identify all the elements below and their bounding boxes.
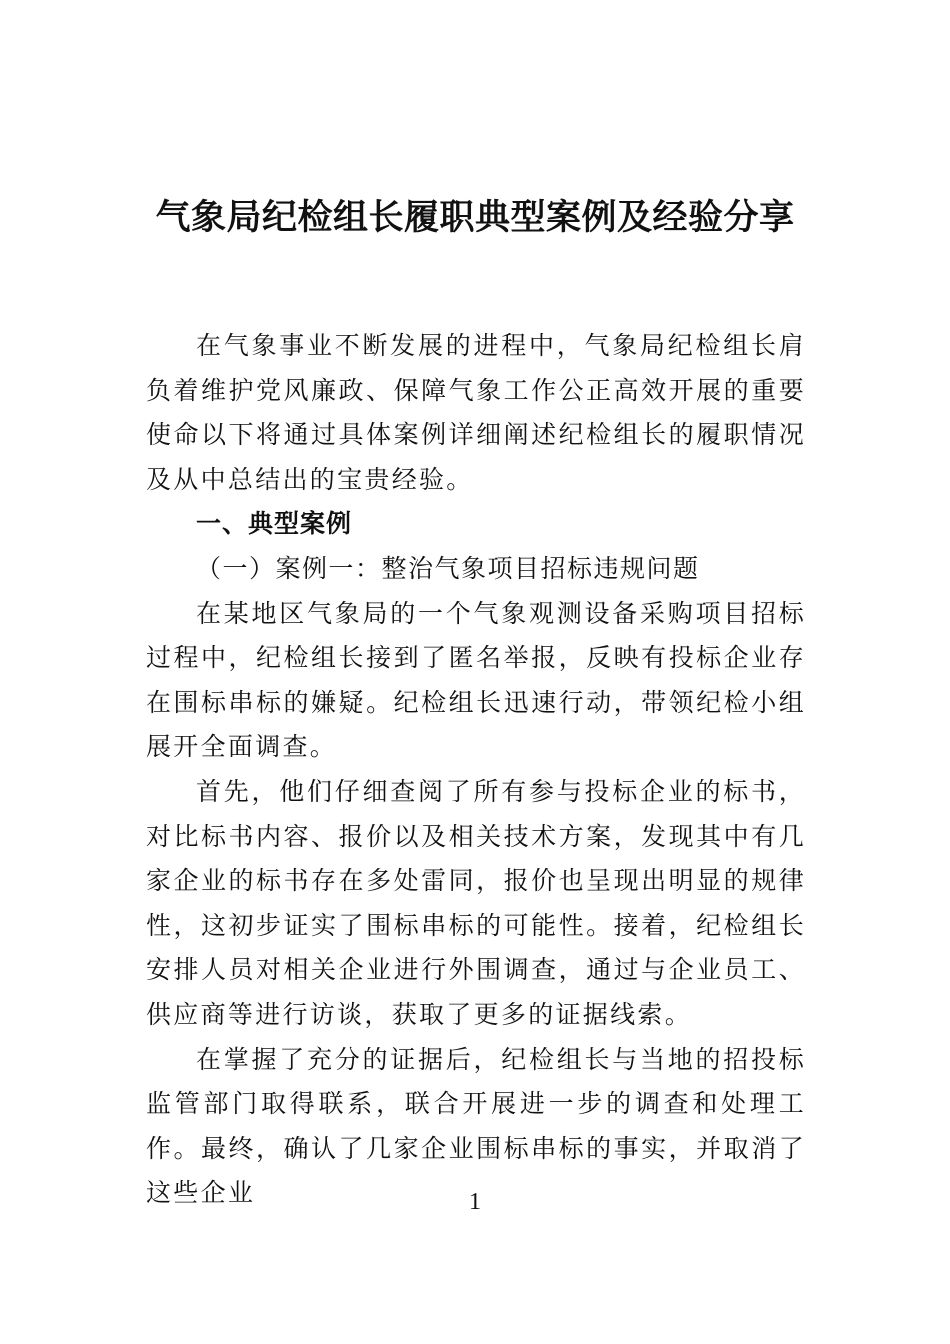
case-heading: （一）案例一：整治气象项目招标违规问题 bbox=[196, 553, 700, 583]
case-paragraph-3: 在掌握了充分的证据后，纪检组长与当地的招投标监管部门取得联系，联合开展进一步的调查和处理工作。最终，确认了几家企业围标串标的事实，并取消了这些企业 bbox=[146, 1044, 806, 1208]
section-heading: 一、典型案例 bbox=[196, 509, 353, 539]
document-body bbox=[146, 324, 806, 1216]
page-number: 1 bbox=[469, 1189, 481, 1215]
document-title: 气象局纪检组长履职典型案例及经验分享 bbox=[155, 197, 795, 238]
intro-paragraph: 在气象事业不断发展的进程中，气象局纪检组长肩负着维护党风廉政、保障气象工作公正高效开展的重要使命以下将通过具体案例详细阐述纪检组长的履职情况及从中总结出的宝贵经验。 bbox=[146, 331, 806, 494]
case-paragraph-1: 在某地区气象局的一个气象观测设备采购项目招标过程中，纪检组长接到了匿名举报，反映有投标企业存在围标串标的嫌疑。纪检组长迅速行动，带领纪检小组展开全面调查。 bbox=[146, 598, 806, 762]
case-paragraph-2: 首先，他们仔细查阅了所有参与投标企业的标书，对比标书内容、报价以及相关技术方案，发现其中有几家企业的标书存在多处雷同，报价也呈现出明显的规律性，这初步证实了围标串标的可能性。接着，纪检组长安排人员对相关企业进行外围调查，通过与企业员工、供应商等进行访谈，获取了更多的证据线索。 bbox=[146, 776, 806, 1029]
